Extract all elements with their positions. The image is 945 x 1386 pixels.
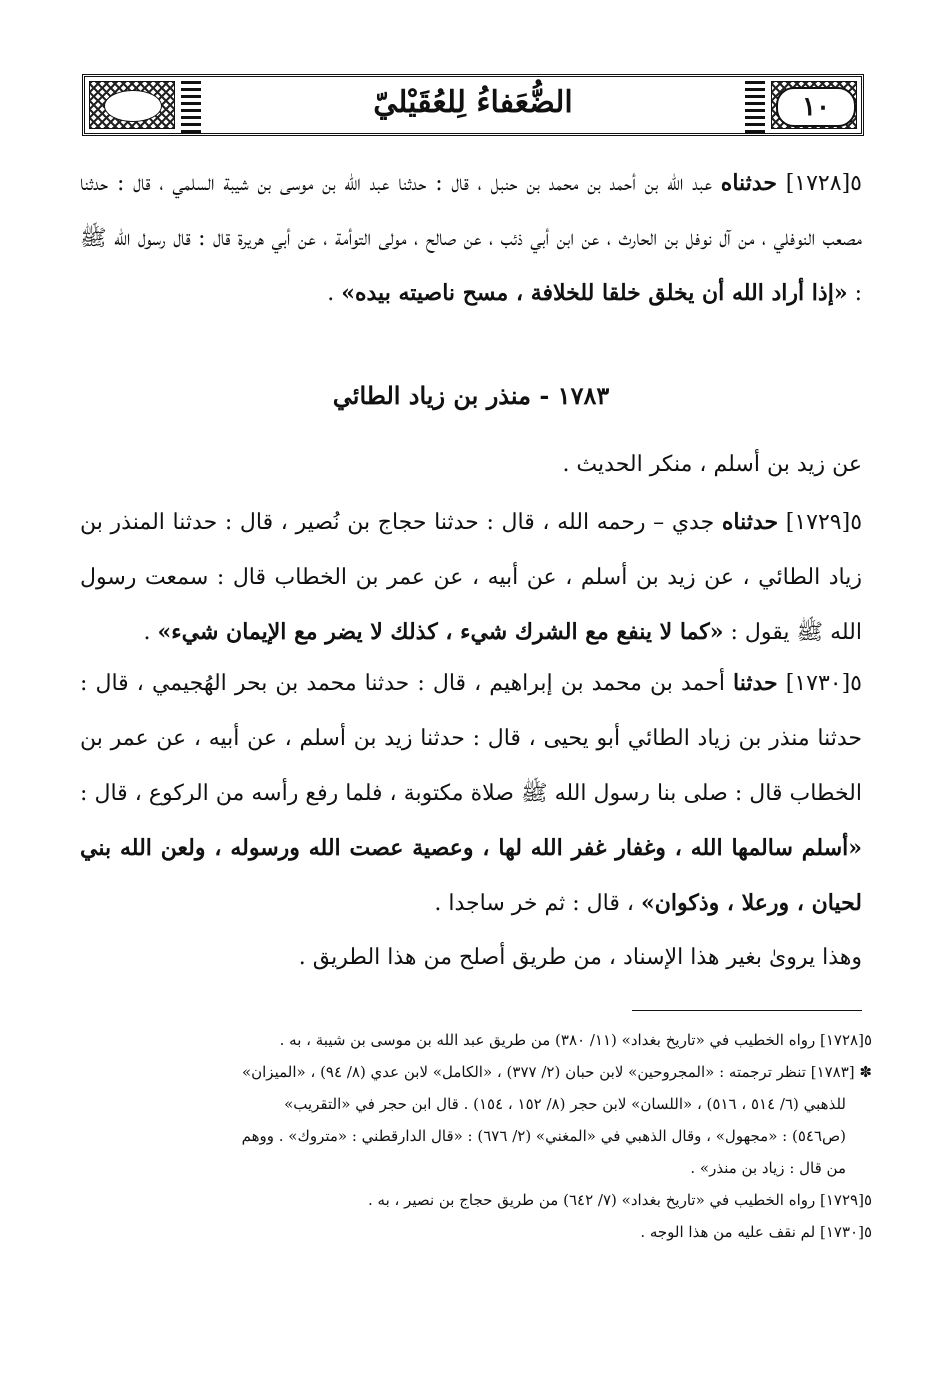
header-ornament-left (89, 81, 175, 129)
hadith-opening: حدثناه (721, 509, 779, 535)
header-border-ornament (181, 79, 201, 133)
page-number: ١٠ (776, 87, 856, 127)
footnote: ٥[١٧٣٠] لم نقف عليه من هذا الوجه . (640, 1223, 872, 1241)
header-border-ornament (745, 79, 765, 133)
footnote-continuation: (ص٥٤٦) : «مجهول» ، وقال الذهبي في «المغني» (٢/ ٦٧٦) : «قال الدارقطني : «متروك» . ووهم (241, 1127, 846, 1145)
footnote-divider (632, 1010, 862, 1011)
hadith-matn: «أسلم سالمها الله ، وغفار غفر الله لها ، وعصية عصت الله ورسوله ، ولعن الله بني لحيان ، ورعلا ، وذكوان» (80, 835, 862, 916)
hadith-opening: حدثنا (733, 670, 778, 696)
hadith-matn: «كما لا ينفع مع الشرك شيء ، كذلك لا يضر مع الإيمان شيء» (157, 619, 724, 645)
hadith-end: ، قال : ثم خر ساجدا . (434, 891, 641, 916)
hadith-chain: أحمد بن محمد بن إبراهيم ، قال : حدثنا محمد بن بحر الهُجيمي ، قال : حدثنا منذر بن زياد الطائي أبو يحيى ، قال : حدثنا زيد بن أسلم ، عن أبيه ، عن عمر بن الخطاب قال : صلى بنا رسول الله ﷺ صلاة مكتوبة ، فلما رفع رأسه من الركوع ، قال : (80, 671, 862, 806)
footnote: ٥[١٧٢٩] رواه الخطيب في «تاريخ بغداد» (٧/ ٦٤٢) من طريق حجاج بن نصير ، به . (368, 1191, 872, 1209)
hadith-chain: عبد الله بن أحمد بن محمد بن حنبل ، قال : حدثنا عبد الله بن موسى بن شيبة السلمي ، قال : حدثنا مصعب النوفلي ، من آل نوفل بن الحارث ، عن ابن أبي ذئب ، عن صالح ، مولى التوأمة ، عن أبي هريرة قال : قال رسول الله ﷺ : (80, 171, 862, 306)
running-title: الضُّعَفاءُ لِلعُقَيْليّ (373, 85, 573, 120)
hadith-ref: ٥[١٧٢٩] (785, 510, 863, 535)
hadith-ref: ٥[١٧٢٨] (785, 171, 862, 196)
hadith-matn: «إذا أراد الله أن يخلق خلقا للخلافة ، مسح ناصيته بيده» (341, 280, 848, 306)
hadith-chain: جدي – رحمه الله ، قال : حدثنا حجاج بن نُصير ، قال : حدثنا المنذر بن زياد الطائي ، عن زيد بن أسلم ، عن أبيه ، عن عمر بن الخطاب قال : سمعت رسول الله ﷺ يقول : (80, 510, 862, 645)
hadith-1729 (80, 495, 862, 660)
hadith-1728 (80, 156, 862, 321)
hadith-opening: حدثناه (720, 170, 777, 196)
hadith-end: . (143, 620, 158, 645)
footnote-continuation: من قال : زياد بن منذر» . (690, 1159, 846, 1177)
footnote: ٥[١٧٢٨] رواه الخطيب في «تاريخ بغداد» (١١/ ٣٨٠) من طريق عبد الله بن موسى بن شيبة ، به . (279, 1031, 872, 1049)
footnotes (80, 1024, 872, 1248)
book-seal-logo (104, 90, 162, 122)
footnote-continuation: للذهبي (٦/ ٥١٤ ، ٥١٦) ، «اللسان» لابن حجر (٨/ ١٥٢ ، ١٥٤) . قال ابن حجر في «التقريب» (284, 1095, 846, 1113)
page-header (82, 74, 864, 136)
header-ornament-right (771, 81, 857, 129)
closing-remark: وهذا يروىٰ بغير هذا الإسناد ، من طريق أصلح من هذا الطريق . (298, 945, 862, 970)
chapter-title: ١٧٨٣ - منذر بن زياد الطائي (332, 381, 610, 410)
hadith-ref: ٥[١٧٣٠] (785, 671, 862, 696)
hadith-end: . (327, 281, 342, 306)
footnote: ✽ [١٧٨٣] تنظر ترجمته : «المجروحين» لابن حبان (٢/ ٣٧٧) ، «الكامل» لابن عدي (٨/ ٩٤) ، «الميزان» (241, 1063, 872, 1081)
chapter-intro: عن زيد بن أسلم ، منكر الحديث . (562, 452, 862, 477)
hadith-1730 (80, 656, 862, 931)
